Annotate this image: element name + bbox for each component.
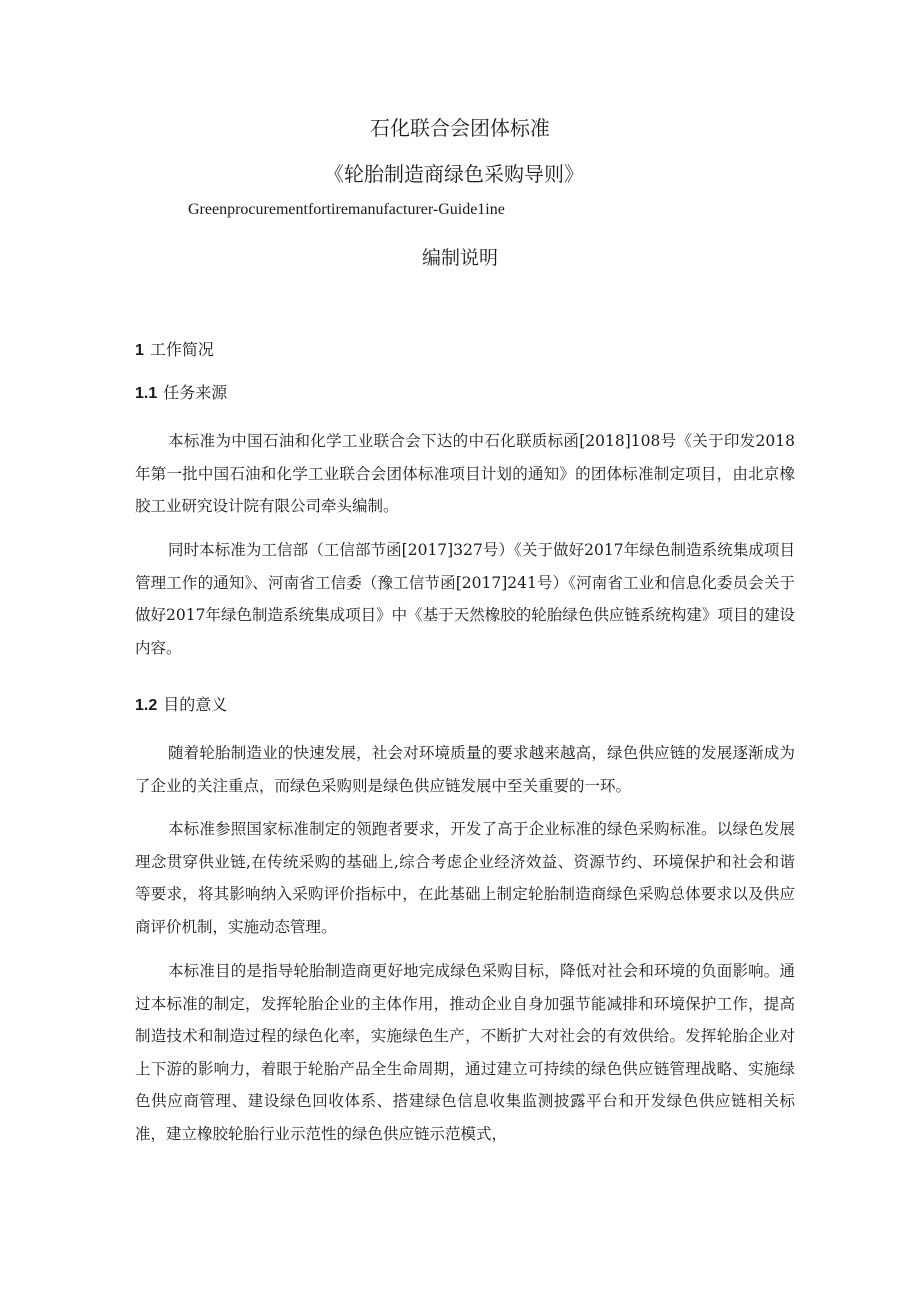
paragraph-purpose-3: 本标准目的是指导轮胎制造商更好地完成绿色采购目标，降低对社会和环境的负面影响。通过本标准的制定，发挥轮胎企业的主体作用，推动企业自身加强节能减排和环境保护工作，提高制造技术和制造过程的绿色化率，实施绿色生产，不断扩大对社会的有效供给。发挥轮胎企业对上下游的影响力，着眼于轮胎产品全生命周期，通过建立可持续的绿色供应链管理战略、实施绿色供应商管理、建设绿色回收体系、搭建绿色信息收集监测披露平台和开发绿色供应链相关标准，建立橡胶轮胎行业示范性的绿色供应链示范模式，: [135, 962, 795, 1143]
document-title-english: Greenprocurementfortiremanufacturer-Guide1ine: [188, 201, 505, 218]
section-title: 任务来源: [163, 383, 228, 402]
paragraph-task-source-2: 同时本标准为工信部（工信部节函[2017]327号）《关于做好2017年绿色制造系统集成项目管理工作的通知》、河南省工信委（豫工信节函[2017]241号）《河南省工业和信息化委员会关于做好2017年绿色制造系统集成项目》中《基于天然橡胶的轮胎绿色供应链系统构建》项目的建设内容。: [135, 541, 795, 657]
section-heading-1-2: [135, 692, 227, 715]
section-heading-1: [135, 337, 214, 360]
section-number: 1.2: [135, 697, 158, 714]
document-subtitle: 编制说明: [421, 247, 498, 269]
paragraph-purpose-2: 本标准参照国家标准制定的领跑者要求，开发了高于企业标准的绿色采购标准。以绿色发展理念贯穿供业链,在传统采购的基础上,综合考虑企业经济效益、资源节约、环境保护和社会和谐等要求，将其影响纳入采购评价指标中，在此基础上制定轮胎制造商绿色采购总体要求以及供应商评价机制，实施动态管理。: [135, 820, 795, 936]
document-title-main: 《轮胎制造商绿色采购导则》: [324, 162, 584, 186]
section-number: 1: [135, 342, 144, 359]
section-title: 工作简况: [149, 340, 214, 359]
paragraph-purpose-1: 随着轮胎制造业的快速发展，社会对环境质量的要求越来越高，绿色供应链的发展逐渐成为了企业的关注重点，而绿色采购则是绿色供应链发展中至关重要的一环。: [135, 744, 795, 795]
document-title-org: 石化联合会团体标准: [370, 116, 550, 140]
paragraph-task-source: 本标准为中国石油和化学工业联合会下达的中石化联质标函[2018]108号《关于印发2018年第一批中国石油和化学工业联合会团体标准项目计划的通知》的团体标准制定项目，由北京橡胶工业研究设计院有限公司牵头编制。: [135, 432, 795, 515]
section-number: 1.1: [135, 385, 158, 402]
section-heading-1-1: [135, 380, 227, 403]
section-title: 目的意义: [163, 695, 228, 714]
